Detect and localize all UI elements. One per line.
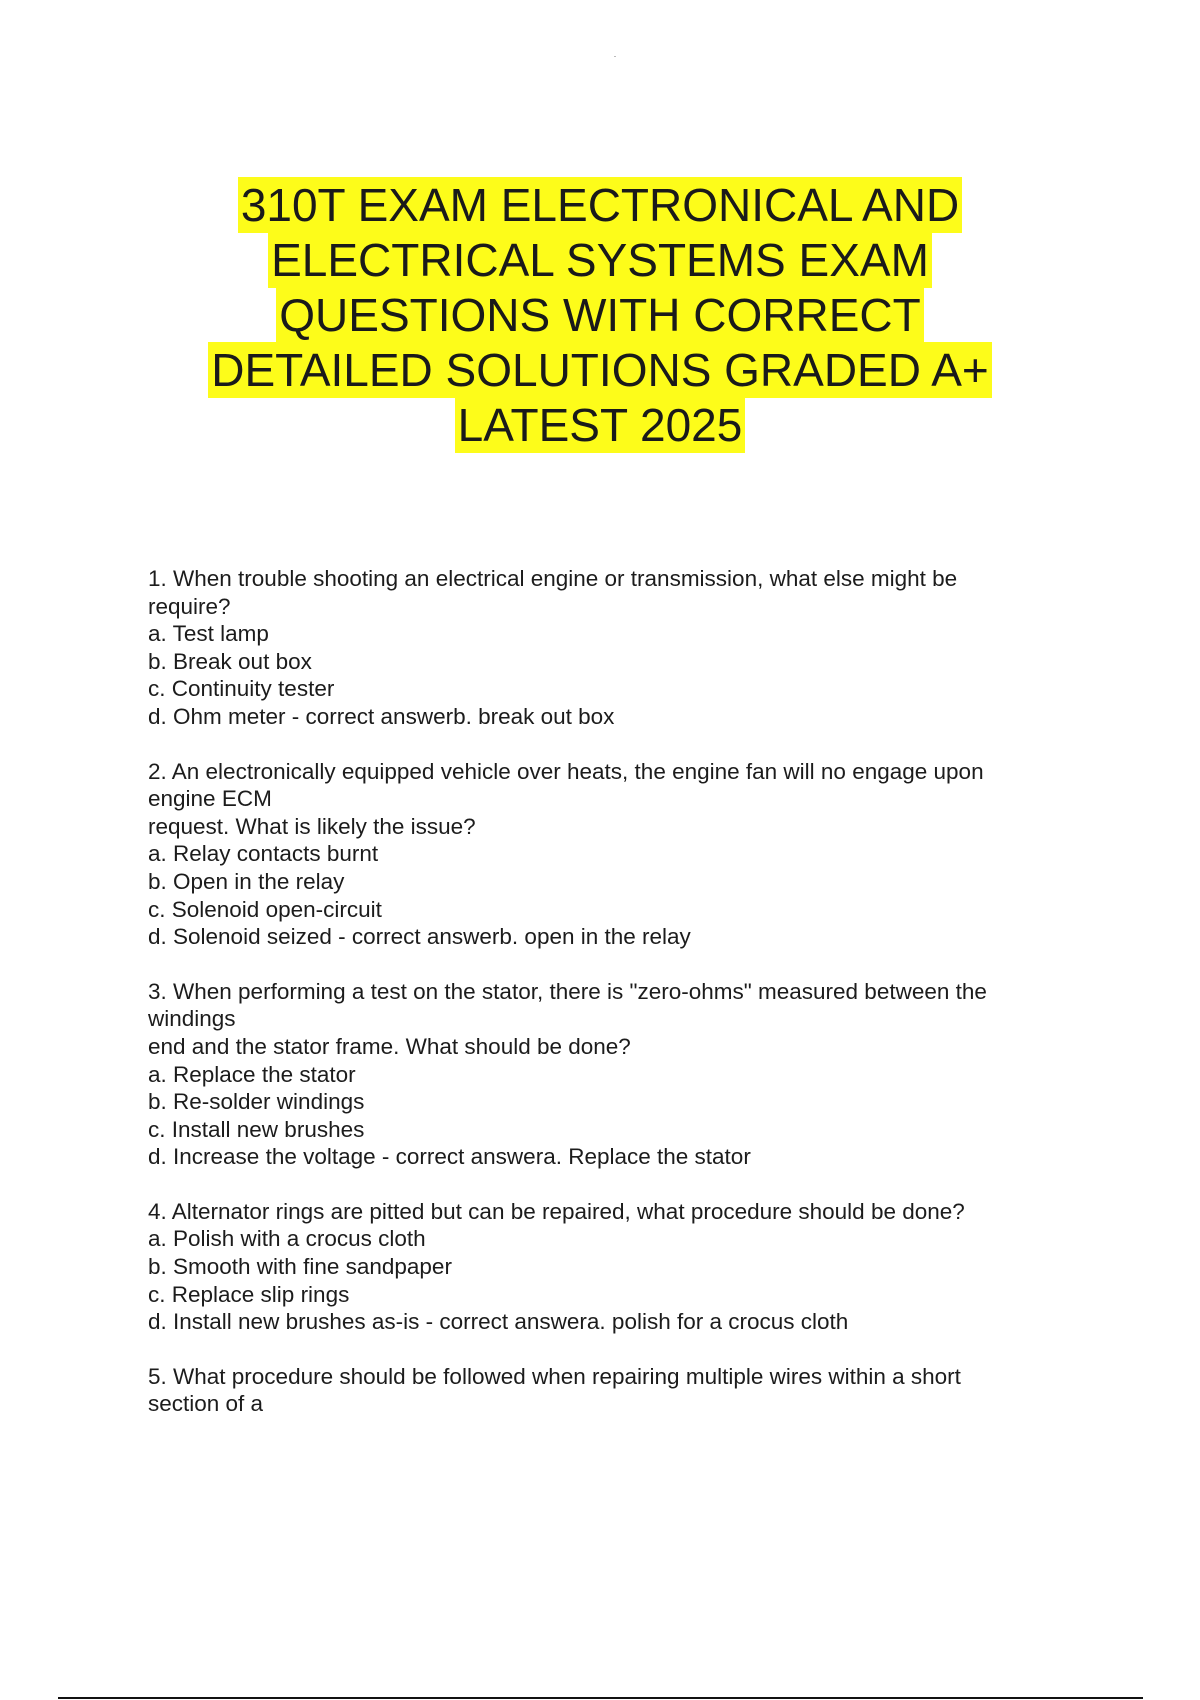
answer-option: a. Polish with a crocus cloth (148, 1226, 426, 1252)
question-text: request. What is likely the issue? (148, 813, 476, 839)
title-line: QUESTIONS WITH CORRECT (276, 287, 923, 343)
answer-option: c. Install new brushes (148, 1116, 365, 1142)
answer-option: d. Ohm meter - correct answerb. break out box (148, 703, 615, 729)
question-text: 1. When trouble shooting an electrical engine or transmission, what else might be (148, 566, 958, 591)
answer-option: c. Replace slip rings (148, 1281, 350, 1307)
answer-option: d. Solenoid seized - correct answerb. open in the relay (148, 924, 691, 950)
question-4 (148, 1198, 1068, 1336)
answer-option: b. Open in the relay (148, 868, 345, 894)
question-text: windings (148, 1006, 236, 1032)
scan-artifact-dot (614, 56, 616, 57)
question-text: 5. What procedure should be followed when repairing multiple wires within a short (148, 1363, 961, 1389)
title-line: LATEST 2025 (455, 397, 746, 453)
answer-option: b. Re-solder windings (148, 1089, 365, 1115)
answer-option: d. Increase the voltage - correct answera. Replace the stator (148, 1144, 751, 1170)
question-2 (148, 758, 1068, 951)
answer-option: b. Break out box (148, 648, 312, 674)
page-bottom-rule (58, 1697, 1143, 1699)
question-text: end and the stator frame. What should be done? (148, 1033, 631, 1059)
answer-option: c. Continuity tester (148, 676, 335, 702)
question-text: engine ECM (148, 786, 272, 812)
question-3 (148, 978, 1068, 1171)
answer-option: a. Relay contacts burnt (148, 841, 379, 867)
answer-option: a. Test lamp (148, 621, 269, 647)
answer-option: a. Replace the stator (148, 1061, 356, 1087)
question-list (148, 565, 1068, 1445)
question-text: 3. When performing a test on the stator, there is "zero-ohms" measured between the (148, 978, 987, 1004)
question-text: require? (148, 593, 231, 619)
question-text: 2. An electronically equipped vehicle over heats, the engine fan will no engage upon (148, 758, 984, 784)
document-title (0, 178, 1200, 453)
title-line: 310T EXAM ELECTRONICAL AND (238, 177, 962, 233)
title-line: ELECTRICAL SYSTEMS EXAM (268, 232, 932, 288)
answer-option: b. Smooth with fine sandpaper (148, 1254, 452, 1280)
question-1 (148, 565, 1068, 731)
question-text: section of a (148, 1391, 264, 1417)
title-line: DETAILED SOLUTIONS GRADED A+ (208, 342, 992, 398)
answer-option: d. Install new brushes as-is - correct answera. polish for a crocus cloth (148, 1309, 849, 1335)
answer-option: c. Solenoid open-circuit (148, 896, 382, 922)
question-5 (148, 1363, 1068, 1418)
question-text: 4. Alternator rings are pitted but can be repaired, what procedure should be done? (148, 1198, 965, 1224)
